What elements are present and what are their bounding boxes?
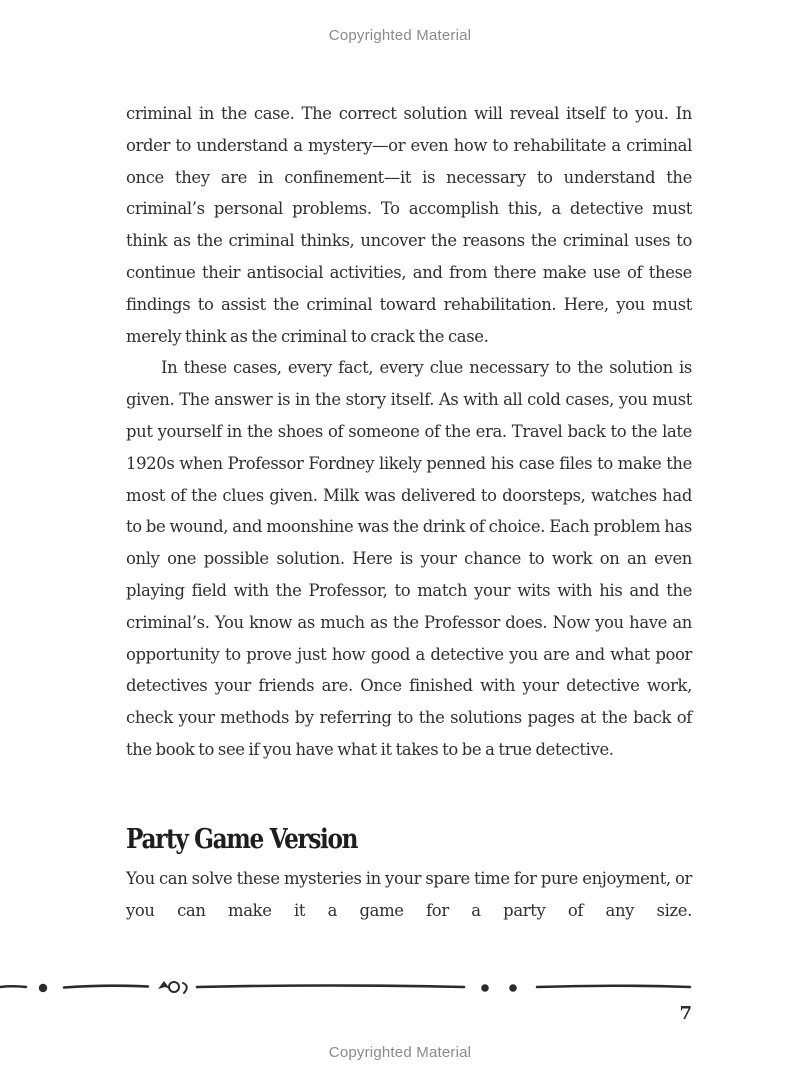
paragraph-1: criminal in the case. The correct solution will reveal itself to you. In order to understand a mystery—or even how to rehabilitate a criminal once they are in confinement—it is necessary to understand the criminal’s personal problems. To accomplish this, a detective must think as the criminal thinks, uncover the reasons the criminal uses to continue their antisocial activities, and from there make use of these findings to assist the criminal toward rehabilitation. Here, you must merely think as the criminal to crack the case. — [126, 104, 692, 346]
paragraph-2: In these cases, every fact, every clue necessary to the solution is given. The answer is in the story itself. As with all cold cases, you must put yourself in the shoes of someone of the era. Travel back to the late 1920s when Professor Fordney likely penned his case files to make the most of the clues given. Milk was delivered to doorsteps, watches had to be wound, and moonshine was the drink of choice. Each problem has only one possible solution. Here is your chance to work on an even playing field with the Professor, to match your wits with his and the criminal’s. You know as much as the Professor does. Now you have an opportunity to prove just how good a detective you are and what poor detectives your friends are. Once finished with your detective work, check your methods by referring to the solutions pages at the back of the book to see if you have what it takes to be a true detective. — [126, 358, 692, 759]
decorative-rule-icon — [0, 972, 800, 1002]
section-heading: Party Game Version — [126, 824, 358, 855]
section-body — [126, 863, 692, 927]
section-paragraph: You can solve these mysteries in your spare time for pure enjoyment, or you can make it a game for a party of any size. — [126, 869, 692, 920]
copyright-watermark-top: Copyrighted Material — [328, 27, 472, 44]
body-text — [126, 98, 692, 766]
page-number: 7 — [679, 1003, 692, 1024]
copyright-watermark-bottom: Copyrighted Material — [328, 1044, 472, 1061]
